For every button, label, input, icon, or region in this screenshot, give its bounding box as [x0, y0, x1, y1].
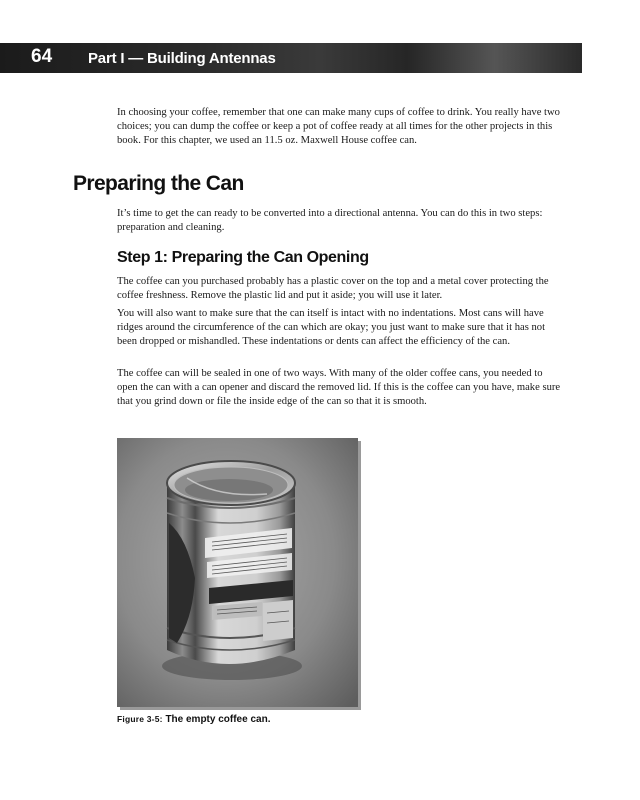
page-number: 64 [31, 46, 53, 67]
figure-caption [117, 712, 270, 727]
intro-paragraph: In choosing your coffee, remember that one can make many cups of coffee to drink. You really have two choices; you can dump the coffee or keep a pot of coffee ready at all times for the other projects in this book. For this chapter, we used an 11.5 oz. Maxwell House coffee can. [117, 107, 560, 146]
section-intro-paragraph: It’s time to get the can ready to be converted into a directional antenna. You can do this in two steps: preparation and cleaning. [117, 208, 543, 233]
step1-heading: Step 1: Preparing the Can Opening [117, 249, 369, 266]
figure-label: Figure 3-5: [117, 714, 163, 724]
coffee-can-photo [117, 438, 358, 707]
step1-paragraph-2: You will also want to make sure that the can itself is intact with no indentations. Most cans will have ridges around the circumference of the can which are okay; you just want to make sure that it has not been dropped or mishandled. These indentations or dents can affect the efficiency of the can. [117, 308, 546, 347]
figure-caption-text: The empty coffee can. [165, 714, 271, 725]
step1-paragraph-3: The coffee can will be sealed in one of two ways. With many of the older coffee cans, you needed to open the can with a can opener and discard the removed lid. If this is the coffee can you have, make sure that you grind down or file the inside edge of the can so that it is smooth. [117, 368, 561, 407]
figure-photo [117, 438, 358, 707]
section-heading: Preparing the Can [73, 172, 244, 195]
step1-paragraph-1: The coffee can you purchased probably has a plastic cover on the top and a metal cover protecting the coffee freshness. Remove the plastic lid and put it aside; you will use it later. [117, 276, 549, 301]
running-head: Part I — Building Antennas [88, 50, 276, 67]
